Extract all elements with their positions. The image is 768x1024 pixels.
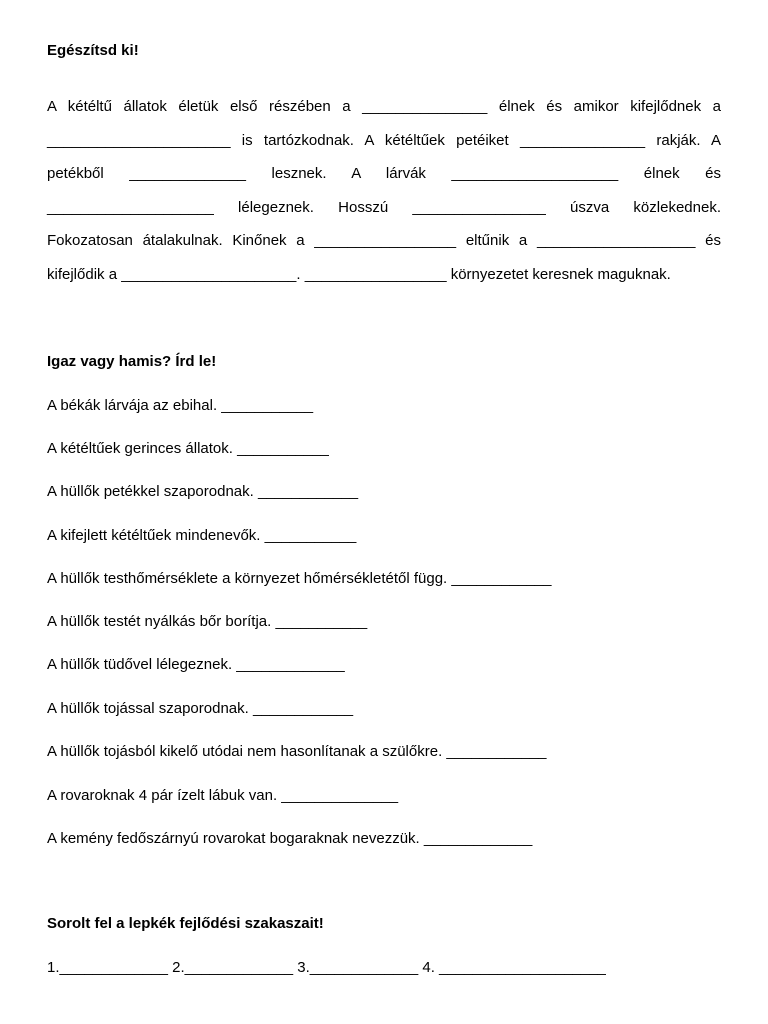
true-false-statement-9: A hüllők tojásból kikelő utódai nem hasonlítanak a szülőkre. ____________	[47, 743, 547, 760]
fill-in-line-6: kifejlődik a _____________________. _________________ környezetet keresnek maguknak.	[47, 265, 671, 283]
true-false-statement-10: A rovaroknak 4 pár ízelt lábuk van. ______________	[47, 787, 399, 804]
fill-in-line-2: ______________________ is tartózkodnak. A kétéltűek petéiket _______________ rakják. A	[47, 131, 721, 149]
true-false-statement-4: A kifejlett kétéltűek mindenevők. ___________	[47, 527, 357, 544]
true-false-statement-11: A kemény fedőszárnyú rovarokat bogaraknak nevezzük. _____________	[47, 830, 533, 847]
true-false-statement-6: A hüllők testét nyálkás bőr borítja. ___________	[47, 613, 368, 630]
true-false-heading: Igaz vagy hamis? Írd le!	[47, 353, 217, 370]
fill-in-line-3: petékből ______________ lesznek. A lárvák ____________________ élnek és	[47, 165, 721, 183]
butterfly-stages-heading: Sorolt fel a lepkék fejlődési szakaszait!	[47, 915, 324, 932]
true-false-statement-3: A hüllők petékkel szaporodnak. ____________	[47, 483, 359, 500]
true-false-statement-1: A békák lárvája az ebihal. ___________	[47, 397, 314, 414]
butterfly-stages-blanks: 1._____________ 2._____________ 3._____________ 4. ____________________	[47, 959, 606, 976]
fill-in-line-5: Fokozatosan átalakulnak. Kinőnek a _________________ eltűnik a ___________________ és	[47, 232, 721, 250]
fill-in-line-1: A kétéltű állatok életük első részében a _______________ élnek és amikor kifejlődnek a	[47, 98, 721, 115]
true-false-statement-2: A kétéltűek gerinces állatok. ___________	[47, 440, 329, 457]
fill-in-paragraph	[47, 90, 721, 292]
fill-in-heading: Egészítsd ki!	[47, 42, 139, 59]
true-false-statement-8: A hüllők tojással szaporodnak. ____________	[47, 700, 354, 717]
true-false-statement-7: A hüllők tüdővel lélegeznek. _____________	[47, 656, 345, 673]
true-false-statement-5: A hüllők testhőmérséklete a környezet hőmérsékletétől függ. ____________	[47, 570, 552, 587]
fill-in-line-4: ____________________ lélegeznek. Hosszú ________________ úszva közlekednek.	[47, 198, 721, 216]
